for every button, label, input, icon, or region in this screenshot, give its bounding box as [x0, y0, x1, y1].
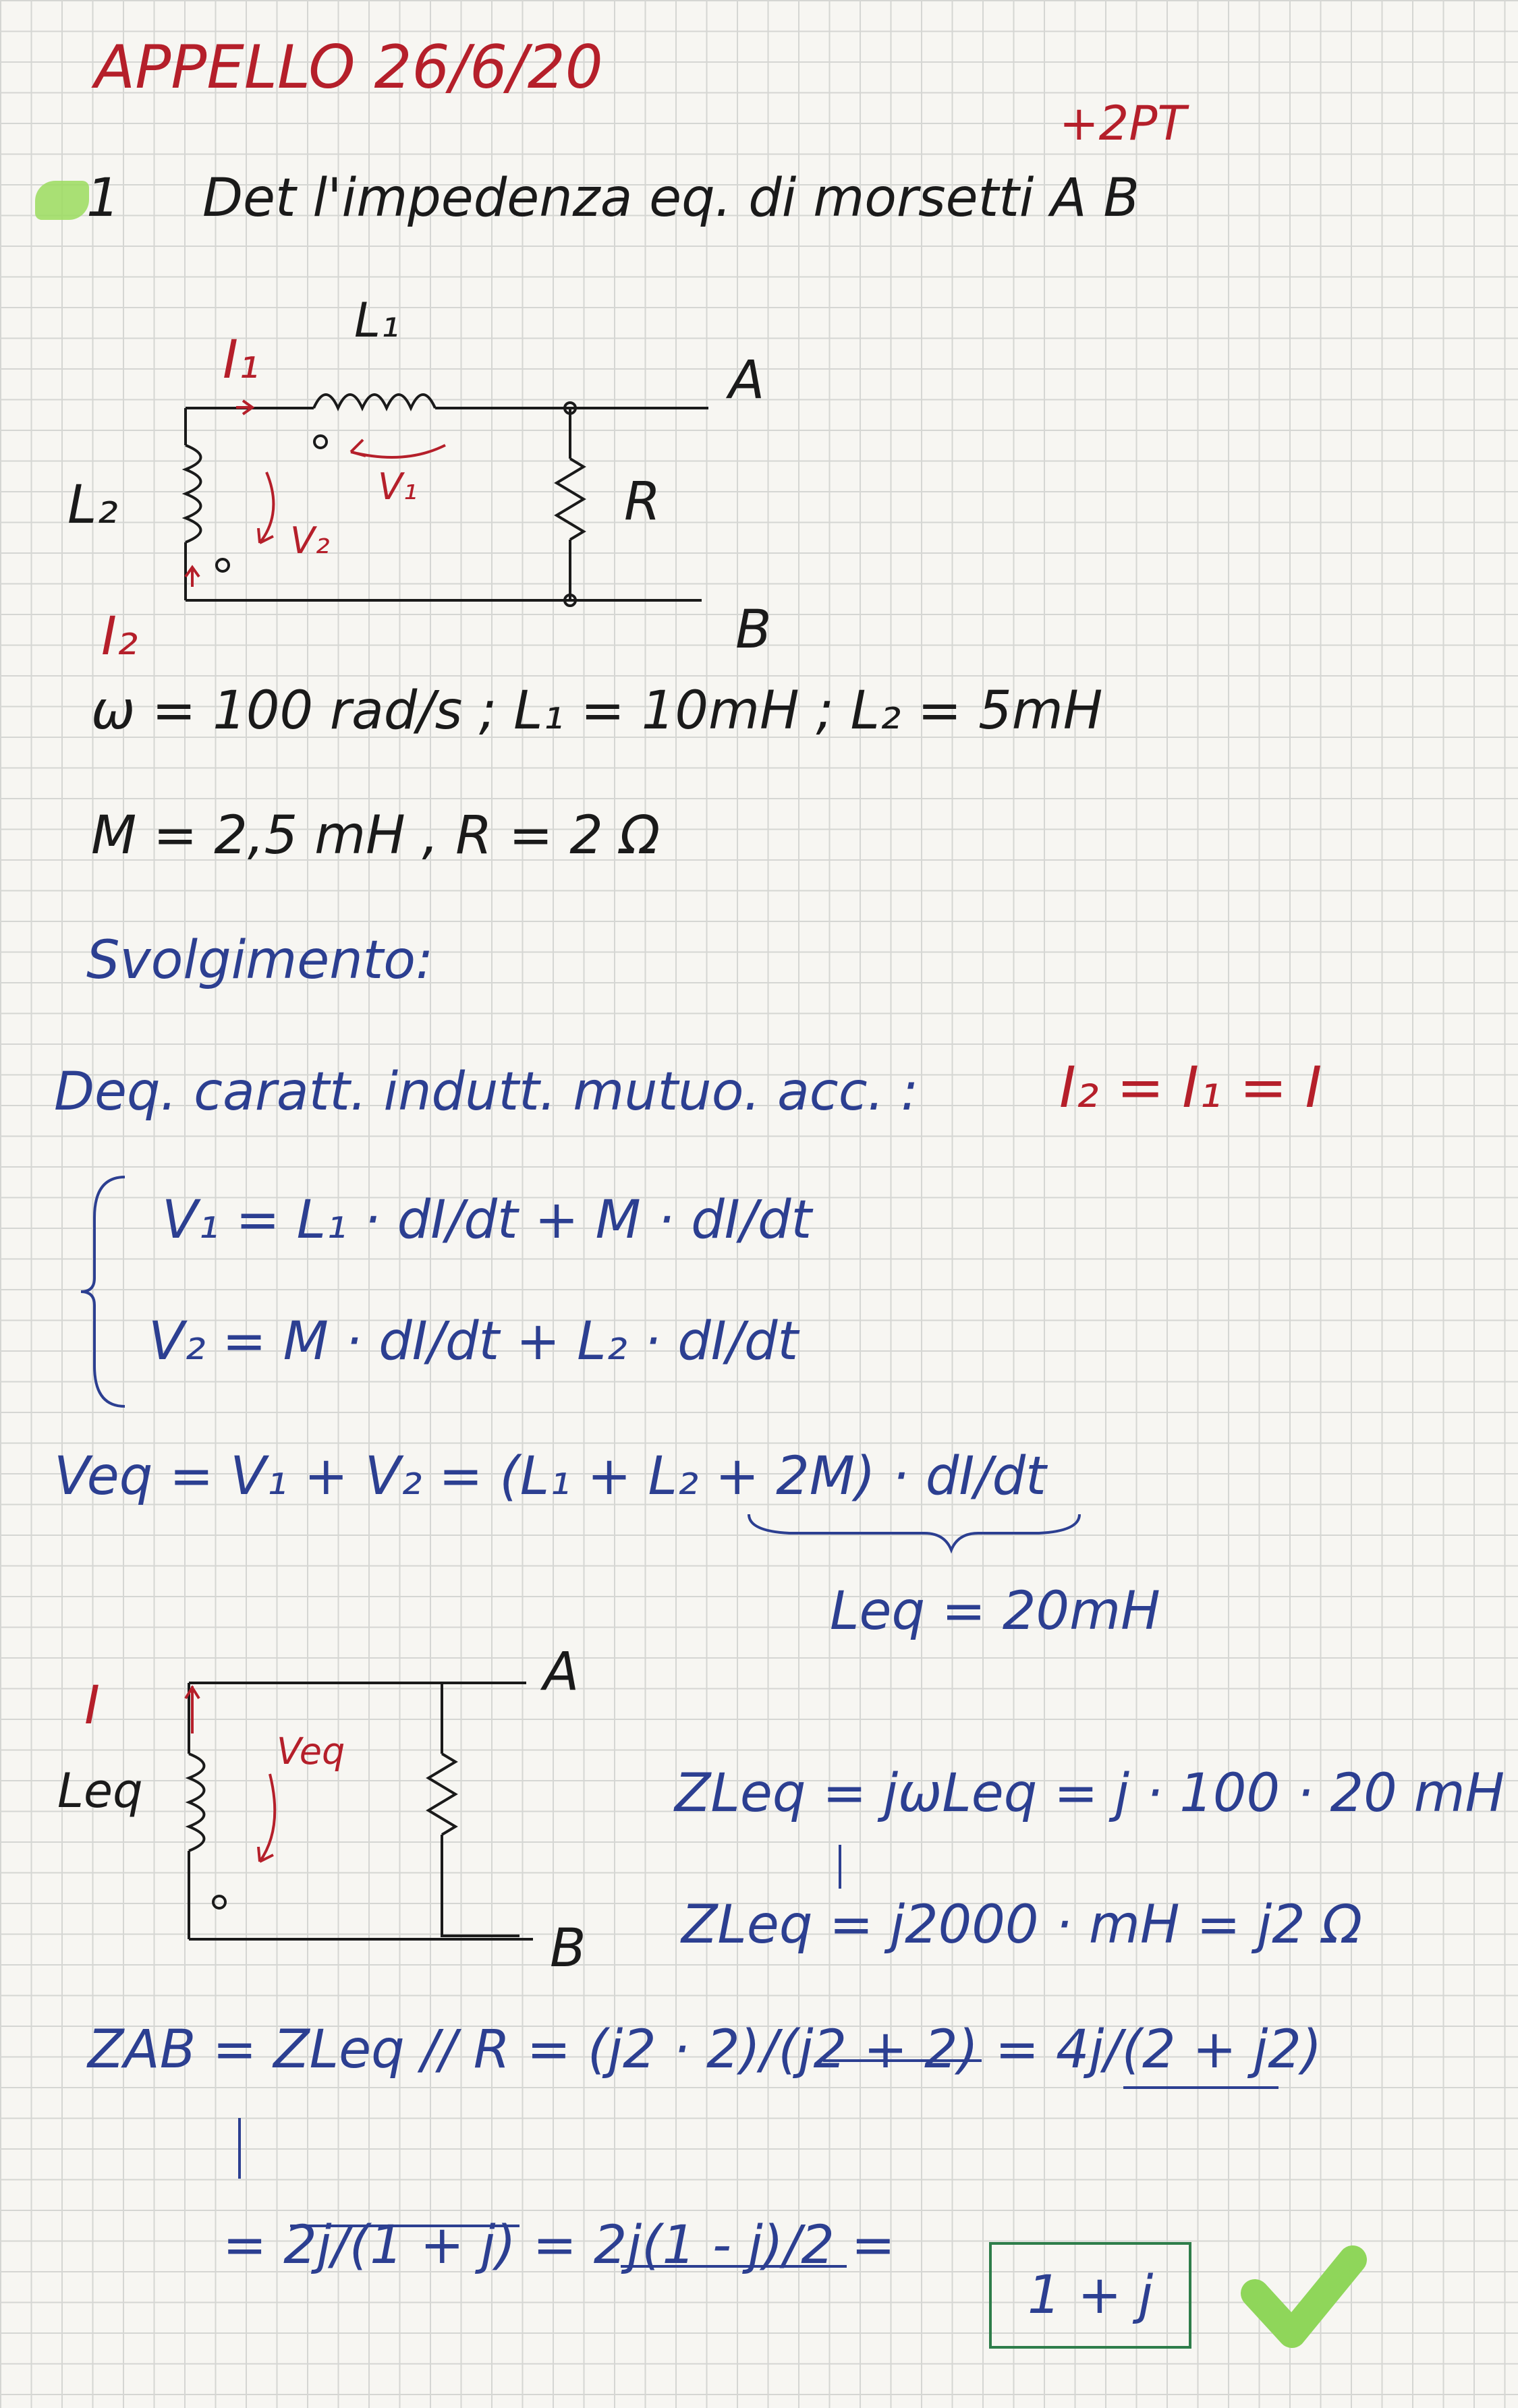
final-result-box: 1 + j [989, 2242, 1191, 2349]
final-line-1: ZAB = ZLeq // R = (j2 · 2)/(j2 + 2) = 4j/(2 + j2) [88, 2019, 1322, 2080]
label-r: R [624, 471, 661, 532]
equation-v2: V₂ = M · dI/dt + L₂ · dI/dt [148, 1311, 799, 1372]
terminal-a: A [729, 350, 765, 411]
problem-number: 1 [86, 168, 120, 229]
terminal-a-2: A [543, 1642, 580, 1702]
label-l2: L₂ [67, 475, 118, 536]
impedance-line-2: ZLeq = j2000 · mH = j2 Ω [681, 1895, 1363, 1955]
equation-veq: Veq = V₁ + V₂ = (L₁ + L₂ + 2M) · dI/dt [54, 1446, 1046, 1507]
terminal-b: B [735, 600, 772, 660]
equation-v1: V₁ = L₁ · dI/dt + M · dI/dt [162, 1190, 812, 1251]
label-l1: L₁ [354, 293, 400, 348]
solution-heading: Svolgimento: [86, 930, 434, 991]
label-v1: V₁ [378, 465, 418, 508]
final-line-2: = 2j/(1 + j) = 2j(1 - j)/2 = [223, 2215, 896, 2276]
step1-currents: I₂ = I₁ = I [1059, 1054, 1322, 1120]
problem-text: Det l'impedenza eq. di morsetti A B [202, 168, 1140, 229]
leq-value: Leq = 20mH [830, 1581, 1160, 1642]
label-i: I [84, 1675, 101, 1736]
label-veq: Veq [277, 1730, 345, 1773]
label-i1: I₁ [223, 330, 260, 391]
points-label: +2PT [1059, 96, 1187, 151]
label-leq: Leq [57, 1763, 143, 1818]
step1-text: Deq. caratt. indutt. mutuo. acc. : [54, 1062, 919, 1122]
label-v2: V₂ [290, 519, 330, 562]
given-line-2: M = 2,5 mH , R = 2 Ω [91, 805, 660, 866]
impedance-line-1: ZLeq = jωLeq = j · 100 · 20 mH [675, 1763, 1505, 1824]
page-title: APPELLO 26/6/20 [94, 32, 603, 102]
label-i2: I₂ [101, 606, 138, 667]
given-line-1: ω = 100 rad/s ; L₁ = 10mH ; L₂ = 5mH [91, 681, 1103, 741]
check-mark-icon [1255, 2260, 1353, 2334]
terminal-b-2: B [550, 1918, 586, 1979]
